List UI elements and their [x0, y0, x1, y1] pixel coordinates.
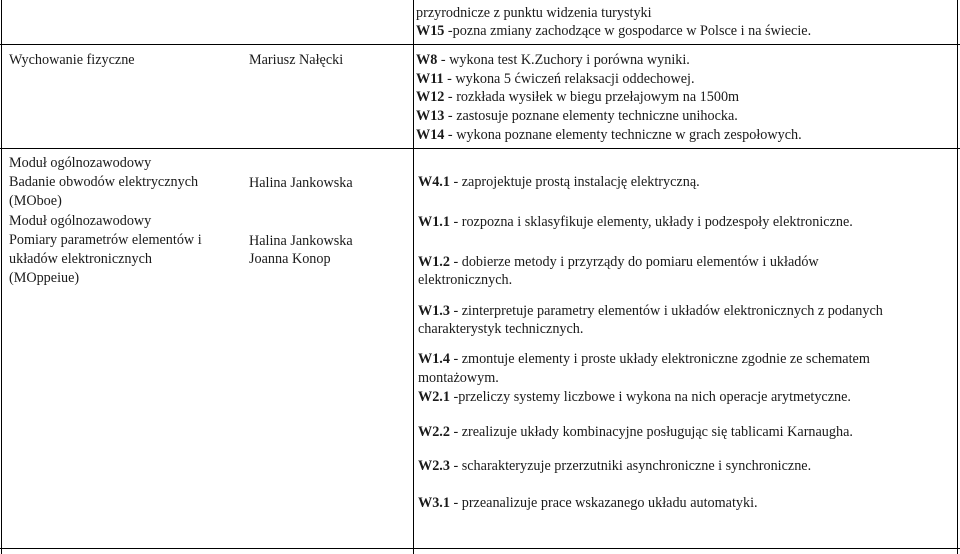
outcome-code: W12 [416, 89, 445, 105]
outcome-code: W13 [416, 108, 445, 124]
outcome-text-continued: charakterystyk technicznych. [418, 321, 584, 337]
outcome-code: W1.1 [418, 214, 450, 230]
outcome-item [416, 107, 738, 126]
outcome-code: W1.4 [418, 351, 450, 367]
row-divider [0, 44, 960, 45]
outcome-item [418, 350, 870, 369]
outcome-code: W1.2 [418, 254, 450, 270]
module-subject: Pomiary parametrów elementów i [9, 232, 202, 248]
teacher-name: Halina Jankowska [249, 175, 353, 191]
subject-name: Wychowanie fizyczne [9, 52, 135, 68]
outcome-code: W4.1 [418, 174, 450, 190]
row-divider [0, 148, 960, 149]
outcome-item [416, 88, 739, 107]
outcome-item [418, 457, 811, 476]
outcome-code: W8 [416, 52, 438, 68]
outcome-code: W1.3 [418, 303, 450, 319]
outcome-text: - rozpozna i sklasyfikuje elementy, układy i podzespoły elektroniczne. [449, 214, 853, 230]
outcome-text: - wykona poznane elementy techniczne w grach zespołowych. [444, 127, 802, 143]
outcome-code: W2.2 [418, 424, 450, 440]
module-subject: Badanie obwodów elektrycznych [9, 174, 199, 190]
outcome-text: - zastosuje poznane elementy techniczne unihocka. [444, 108, 738, 124]
module-code: (MOboe) [9, 193, 62, 209]
outcome-text: - dobierze metody i przyrządy do pomiaru elementów i układów [449, 254, 819, 270]
table-right-border [957, 0, 958, 554]
outcome-text-continued: montażowym. [418, 370, 499, 386]
table-bottom-border [0, 548, 960, 549]
outcome-text-continued: elektronicznych. [418, 272, 513, 288]
outcome-code: W11 [416, 71, 444, 87]
module-subject: układów elektronicznych [9, 251, 153, 267]
outcome-item [418, 173, 700, 192]
outcome-item [416, 70, 695, 89]
outcome-item [418, 494, 758, 513]
outcome-code: W15 [416, 23, 445, 39]
outcome-code: W2.3 [418, 458, 450, 474]
outcome-text: - zrealizuje układy kombinacyjne posługując się tablicami Karnaugha. [449, 424, 853, 440]
outcome-text: - wykona 5 ćwiczeń relaksacji oddechowej. [443, 71, 695, 87]
teacher-name: Joanna Konop [249, 251, 331, 267]
outcome-item [416, 22, 811, 41]
outcome-text: - scharakteryzuje przerzutniki asynchroniczne i synchroniczne. [449, 458, 812, 474]
outcome-text: - rozkłada wysiłek w biegu przełajowym na 1500m [444, 89, 740, 105]
outcome-text: - zaprojektuje prostą instalację elektryczną. [449, 174, 700, 190]
outcome-text: - przeanalizuje prace wskazanego układu automatyki. [449, 495, 758, 511]
outcome-text: - wykona test K.Zuchory i porówna wyniki. [437, 52, 690, 68]
outcome-item [416, 51, 690, 70]
outcome-text: -pozna zmiany zachodzące w gospodarce w Polsce i na świecie. [444, 23, 812, 39]
outcome-item [418, 423, 853, 442]
outcome-code: W14 [416, 127, 445, 143]
outcome-text: -przeliczy systemy liczbowe i wykona na nich operacje arytmetyczne. [449, 389, 851, 405]
outcome-code: W3.1 [418, 495, 450, 511]
module-title: Moduł ogólnozawodowy [9, 213, 152, 229]
table-left-border [1, 0, 2, 554]
outcome-item [416, 126, 802, 145]
outcome-text: - zinterpretuje parametry elementów i układów elektronicznych z podanych [449, 303, 883, 319]
outcome-item [418, 302, 883, 321]
outcome-text: - zmontuje elementy i proste układy elektroniczne zgodnie ze schematem [449, 351, 870, 367]
outcome-item [418, 253, 819, 272]
module-code: (MOppeiue) [9, 270, 80, 286]
column-divider [413, 0, 414, 554]
outcome-item [418, 388, 851, 407]
outcome-item [418, 213, 853, 232]
topic-continuation: przyrodnicze z punktu widzenia turystyki [416, 5, 652, 21]
teacher-name: Halina Jankowska [249, 233, 353, 249]
teacher-name: Mariusz Nałęcki [249, 52, 344, 68]
outcome-code: W2.1 [418, 389, 450, 405]
module-title: Moduł ogólnozawodowy [9, 155, 152, 171]
